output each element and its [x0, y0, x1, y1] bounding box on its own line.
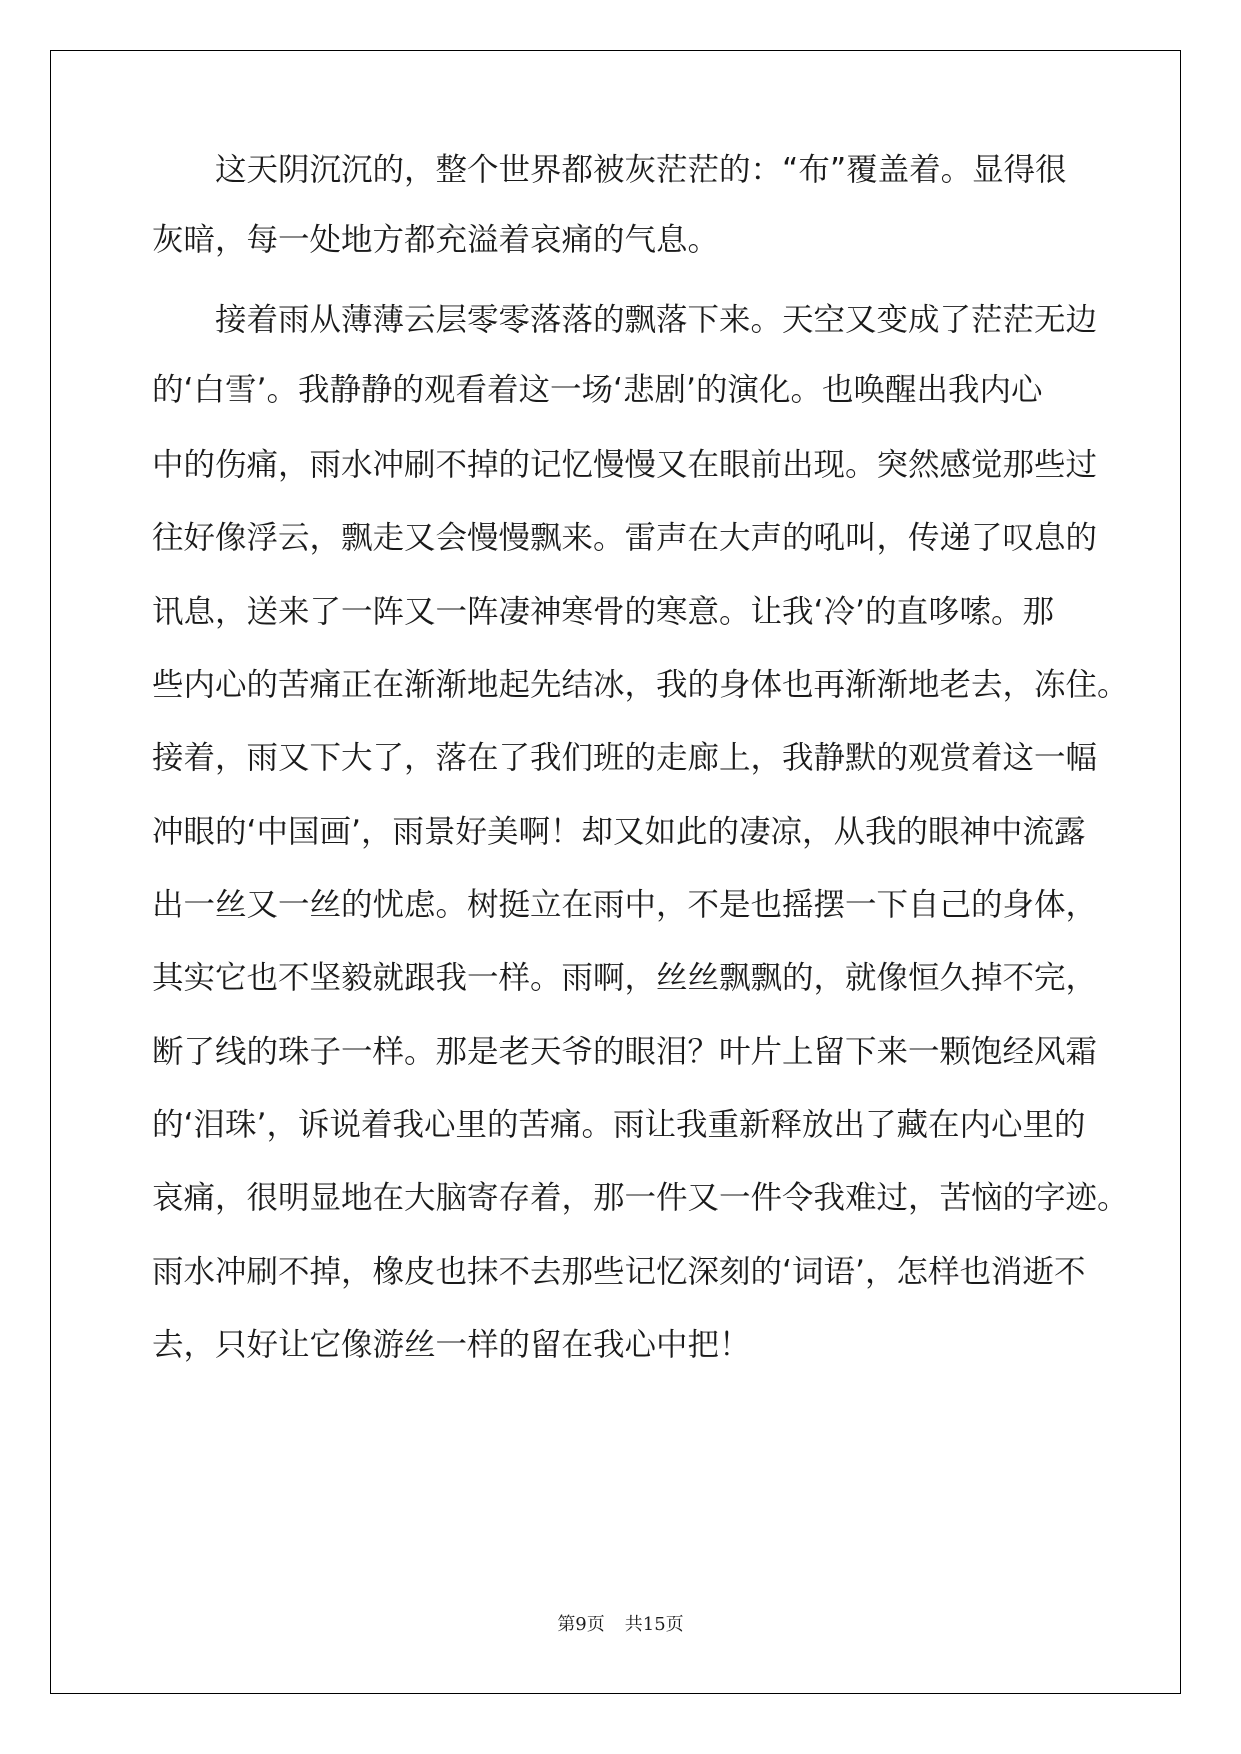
paragraph-2-line-7: 接着，雨又下大了，落在了我们班的走廊上，我静默的观赏着这一幅 — [152, 740, 1098, 776]
paragraph-2-line-8: 冲眼的‘中国画’，雨景好美啊！却又如此的凄凉，从我的眼神中流露 — [152, 814, 1086, 850]
paragraph-2-line-5: 讯息，送来了一阵又一阵凄神寒骨的寒意。让我‘冷’的直哆嗦。那 — [152, 594, 1055, 630]
paragraph-2-line-10: 其实它也不坚毅就跟我一样。雨啊，丝丝飘飘的，就像恒久掉不完， — [152, 960, 1098, 996]
page-border — [50, 50, 1181, 1694]
page-total: 共15页 — [624, 1614, 684, 1635]
page-number: 第9页 — [557, 1614, 605, 1635]
paragraph-1-line-2: 灰暗，每一处地方都充溢着哀痛的气息。 — [152, 222, 720, 258]
paragraph-2-line-1: 接着雨从薄薄云层零零落落的飘落下来。天空又变成了茫茫无边 — [215, 302, 1098, 338]
paragraph-2-line-4: 往好像浮云，飘走又会慢慢飘来。雷声在大声的吼叫，传递了叹息的 — [152, 520, 1098, 556]
paragraph-2-line-14: 雨水冲刷不掉，橡皮也抹不去那些记忆深刻的‘词语’，怎样也消逝不 — [152, 1254, 1086, 1290]
paragraph-2-line-12: 的‘泪珠’，诉说着我心里的苦痛。雨让我重新释放出了藏在内心里的 — [152, 1107, 1086, 1143]
paragraph-2-line-13: 哀痛，很明显地在大脑寄存着，那一件又一件令我难过，苦恼的字迹。 — [152, 1180, 1129, 1216]
paragraph-1-line-1: 这天阴沉沉的，整个世界都被灰茫茫的：“布”覆盖着。显得很 — [215, 152, 1067, 188]
paragraph-2-line-2: 的‘白雪’。我静静的观看着这一场‘悲剧’的演化。也唤醒出我内心 — [152, 372, 1043, 408]
paragraph-2-line-3: 中的伤痛，雨水冲刷不掉的记忆慢慢又在眼前出现。突然感觉那些过 — [152, 447, 1098, 483]
page-footer — [0, 1613, 1241, 1637]
paragraph-2-line-6: 些内心的苦痛正在渐渐地起先结冰，我的身体也再渐渐地老去，冻住。 — [152, 667, 1129, 703]
paragraph-2-line-9: 出一丝又一丝的忧虑。树挺立在雨中，不是也摇摆一下自己的身体， — [152, 887, 1098, 923]
paragraph-2-line-11: 断了线的珠子一样。那是老天爷的眼泪？叶片上留下来一颗饱经风霜 — [152, 1034, 1098, 1070]
paragraph-2-line-15: 去，只好让它像游丝一样的留在我心中把！ — [152, 1327, 751, 1363]
